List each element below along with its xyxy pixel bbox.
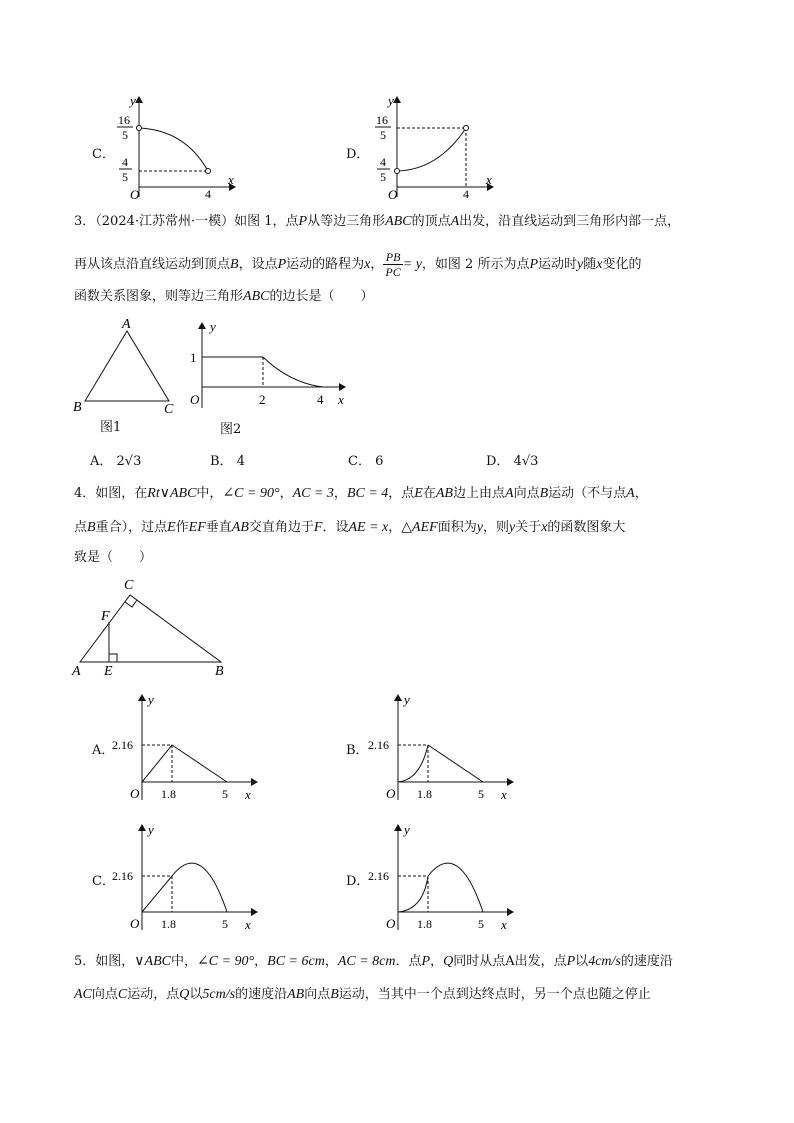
axis-x-label: x — [228, 172, 234, 187]
x-tick-4: 4 — [463, 187, 469, 201]
origin-label: O — [386, 786, 396, 801]
origin-label: O — [388, 187, 398, 202]
q4-option-c-graph[interactable] — [112, 820, 262, 935]
y-bot-den: 5 — [122, 170, 128, 184]
q3-option-b[interactable]: B． 4 — [210, 454, 245, 469]
x-tick-2: 5 — [222, 917, 228, 931]
svg-text:C: C — [164, 402, 174, 415]
y-top-num: 16 — [376, 113, 388, 127]
axis-x-label: x — [501, 787, 507, 802]
vertex-a: A — [72, 664, 81, 679]
fig2-caption: 图2 — [220, 422, 242, 437]
option-c-label: C． — [92, 147, 115, 162]
y-bot-num: 4 — [122, 155, 128, 169]
axis-y-label: y — [148, 692, 154, 707]
q3-line3: 函数关系图象，则等边三角形ABC的边长是（ ） — [74, 289, 374, 304]
option-d-graph — [368, 92, 498, 202]
q5-line1: 5．如图，∨ABC中，∠C = 90°，BC = 6cm，AC = 8cm．点P，Q同时从点A出发，点P以4cm/s的速度沿 — [74, 954, 673, 969]
vertex-a: A — [122, 317, 131, 332]
y-tick-1: 1 — [190, 350, 197, 365]
axis-y-label: y — [148, 822, 154, 837]
q4-triangle-figure — [68, 574, 238, 679]
q3-option-d[interactable]: D． 4√3 — [486, 454, 539, 469]
x-tick-2: 5 — [478, 917, 484, 931]
q4-line3: 致是（ ） — [74, 550, 153, 565]
origin-label: O — [130, 187, 140, 202]
y-tick: 2.16 — [368, 738, 389, 752]
axis-x-label: x — [245, 917, 251, 932]
x-tick-2: 2 — [259, 392, 266, 407]
y-top-den: 5 — [380, 128, 386, 142]
option-d-label: D． — [346, 147, 370, 162]
y-bot-num: 4 — [380, 155, 386, 169]
origin-label: O — [386, 916, 396, 931]
q4-option-b-graph[interactable] — [368, 690, 518, 805]
vertex-b: B — [215, 664, 224, 679]
q4-option-b-label[interactable]: B． — [346, 743, 369, 758]
y-top-num: 16 — [118, 113, 130, 127]
option-c-graph — [110, 92, 240, 202]
origin-label: O — [130, 916, 140, 931]
y-tick: 2.16 — [112, 869, 133, 883]
axis-y-label: y — [210, 319, 216, 334]
x-tick-4: 4 — [317, 392, 324, 407]
x-tick-4: 4 — [205, 187, 211, 201]
axis-x-label: x — [501, 917, 507, 932]
q4-option-a-graph[interactable] — [112, 690, 262, 805]
q4-option-d-label[interactable]: D． — [346, 874, 370, 889]
svg-text:O: O — [190, 392, 200, 407]
q3-option-c[interactable]: C． 6 — [348, 454, 384, 469]
y-bot-den: 5 — [380, 170, 386, 184]
axis-y-label: y — [388, 93, 394, 108]
y-tick: 2.16 — [112, 738, 133, 752]
y-tick: 2.16 — [368, 869, 389, 883]
q5-line2: AC向点C运动，点Q以5cm/s的速度沿AB向点B运动，当其中一个点到达终点时，另一个点也随之停止 — [74, 987, 651, 1002]
axis-y-label: y — [130, 93, 136, 108]
x-tick-1: 1.8 — [161, 787, 176, 801]
q4-option-d-graph[interactable] — [368, 820, 518, 935]
origin-label: O — [130, 786, 140, 801]
axis-x-label: x — [338, 392, 344, 407]
q3-line2: 再从该点沿直线运动到顶点B，设点P运动的路程为x， $\frac{PB}{PC}$ = y，如图 2 所示为点P运动时y随x变化的 — [74, 250, 642, 279]
pb-over-pc: $\frac{PB}{PC}$ — [385, 250, 401, 279]
q3-figure1-triangle — [70, 315, 180, 415]
vertex-e: E — [104, 664, 113, 679]
q3-option-a[interactable]: A． 2√3 — [90, 454, 142, 469]
vertex-f: F — [101, 609, 110, 624]
q4-option-c-label[interactable]: C． — [92, 874, 115, 889]
axis-x-label: x — [486, 172, 492, 187]
q4-line1: 4．如图，在Rt∨ABC中，∠C = 90°，AC = 3，BC = 4，点E在AB边上由点A向点B运动（不与点A， — [74, 486, 648, 501]
q4-option-a-label[interactable]: A． — [92, 743, 115, 758]
x-tick-1: 1.8 — [161, 917, 176, 931]
fig1-caption: 图1 — [100, 420, 122, 435]
x-tick-1: 1.8 — [417, 787, 432, 801]
x-tick-2: 5 — [478, 787, 484, 801]
axis-y-label: y — [404, 822, 410, 837]
vertex-b: B — [73, 400, 82, 415]
x-tick-2: 5 — [222, 787, 228, 801]
q3-figure2-graph — [180, 318, 350, 413]
axis-x-label: x — [245, 787, 251, 802]
vertex-c: C — [124, 578, 134, 593]
q4-line2: 点B重合），过点E作EF垂直AB交直角边于F．设AE = x，△AEF面积为y，则y关于x的函数图象大 — [74, 520, 626, 535]
axis-y-label: y — [404, 692, 410, 707]
q3-line1: 3．（2024·江苏常州·一模）如图 1，点P从等边三角形ABC的顶点A出发，沿直线运动到三角形内部一点， — [74, 214, 681, 229]
x-tick-1: 1.8 — [417, 917, 432, 931]
y-top-den: 5 — [122, 128, 128, 142]
